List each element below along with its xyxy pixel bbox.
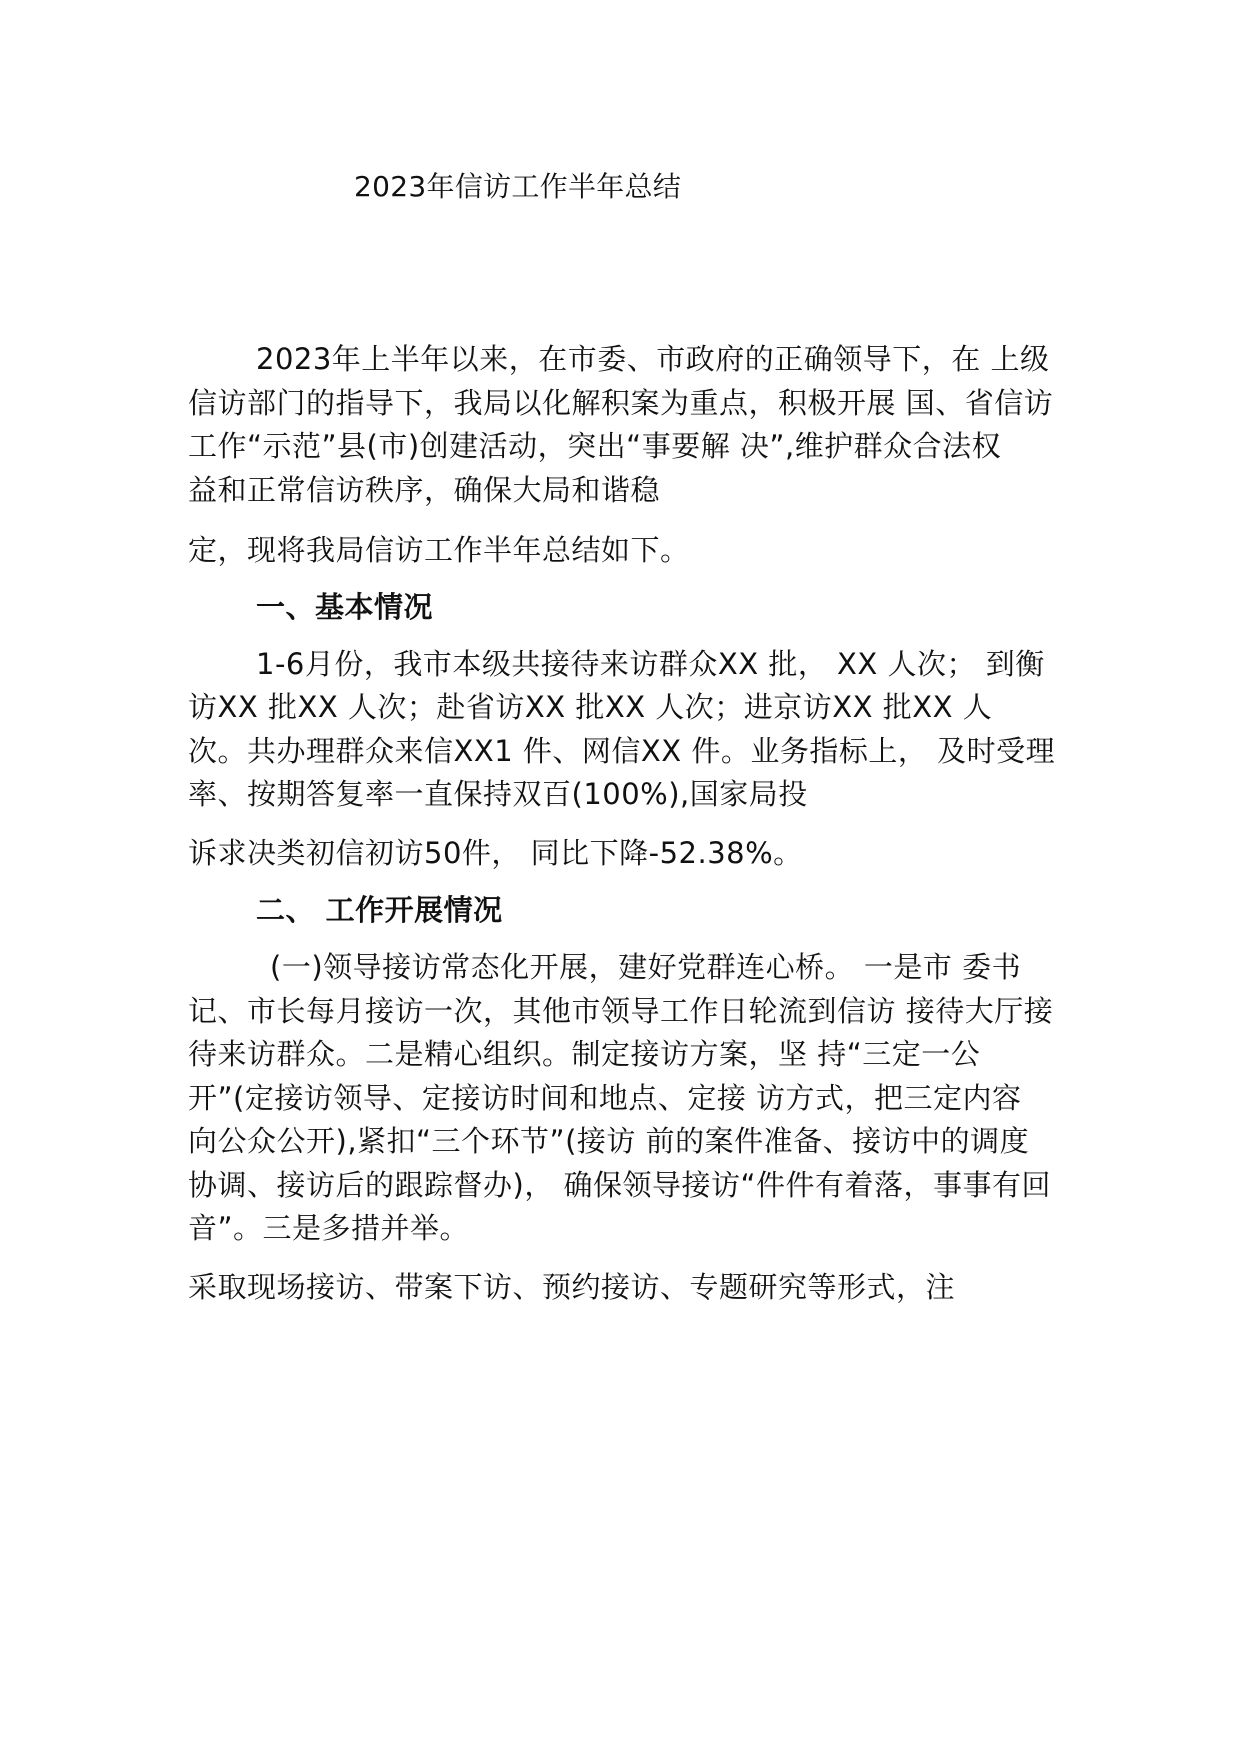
paragraph-line: 信访部门的指导下，我局以化解积案为重点，积极开展 国、省信访 (188, 386, 1054, 420)
paragraph-line: 定，现将我局信访工作半年总结如下。 (188, 533, 690, 567)
paragraph-line: 访XX 批XX 人次；赴省访XX 批XX 人次；进京访XX 批XX 人 (188, 690, 993, 724)
paragraph-line: 2023年上半年以来，在市委、市政府的正确领导下，在 上级 (256, 342, 1050, 376)
paragraph-line: 协调、接访后的跟踪督办)， 确保领导接访“件件有着落，事事有回 (188, 1168, 1052, 1202)
subsection-heading: (一)领导接访常态化开展，建好党群连心桥。 一是市 委书 (270, 950, 1022, 984)
paragraph-line: 1-6月份，我市本级共接待来访群众XX 批， XX 人次； 到衡 (256, 647, 1045, 681)
paragraph-line: 音”。三是多措并举。 (188, 1211, 470, 1245)
paragraph-line: 率、按期答复率一直保持双百(100%),国家局投 (188, 777, 808, 811)
paragraph-line: 工作“示范”县(市)创建活动，突出“事要解 决”,维护群众合法权 (188, 429, 1002, 463)
paragraph-line: 记、市长每月接访一次，其他市领导工作日轮流到信访 接待大厅接 (188, 994, 1054, 1028)
paragraph-line: 向公众公开),紧扣“三个环节”(接访 前的案件准备、接访中的调度 (188, 1124, 1030, 1158)
paragraph-line: 诉求决类初信初访50件， 同比下降-52.38%。 (188, 836, 803, 870)
section-heading: 二、 工作开展情况 (256, 893, 503, 927)
paragraph-line: 采取现场接访、带案下访、预约接访、专题研究等形式，注 (188, 1270, 956, 1304)
section-heading: 一、基本情况 (256, 590, 434, 624)
document-title: 2023年信访工作半年总结 (354, 170, 682, 203)
paragraph-line: 次。共办理群众来信XX1 件、网信XX 件。业务指标上， 及时受理 (188, 734, 1056, 768)
paragraph-line: 开”(定接访领导、定接访时间和地点、定接 访方式，把三定内容 (188, 1081, 1022, 1115)
paragraph-line: 待来访群众。二是精心组织。制定接访方案，坚 持“三定一公 (188, 1037, 981, 1071)
paragraph-line: 益和正常信访秩序，确保大局和谐稳 (188, 473, 661, 507)
